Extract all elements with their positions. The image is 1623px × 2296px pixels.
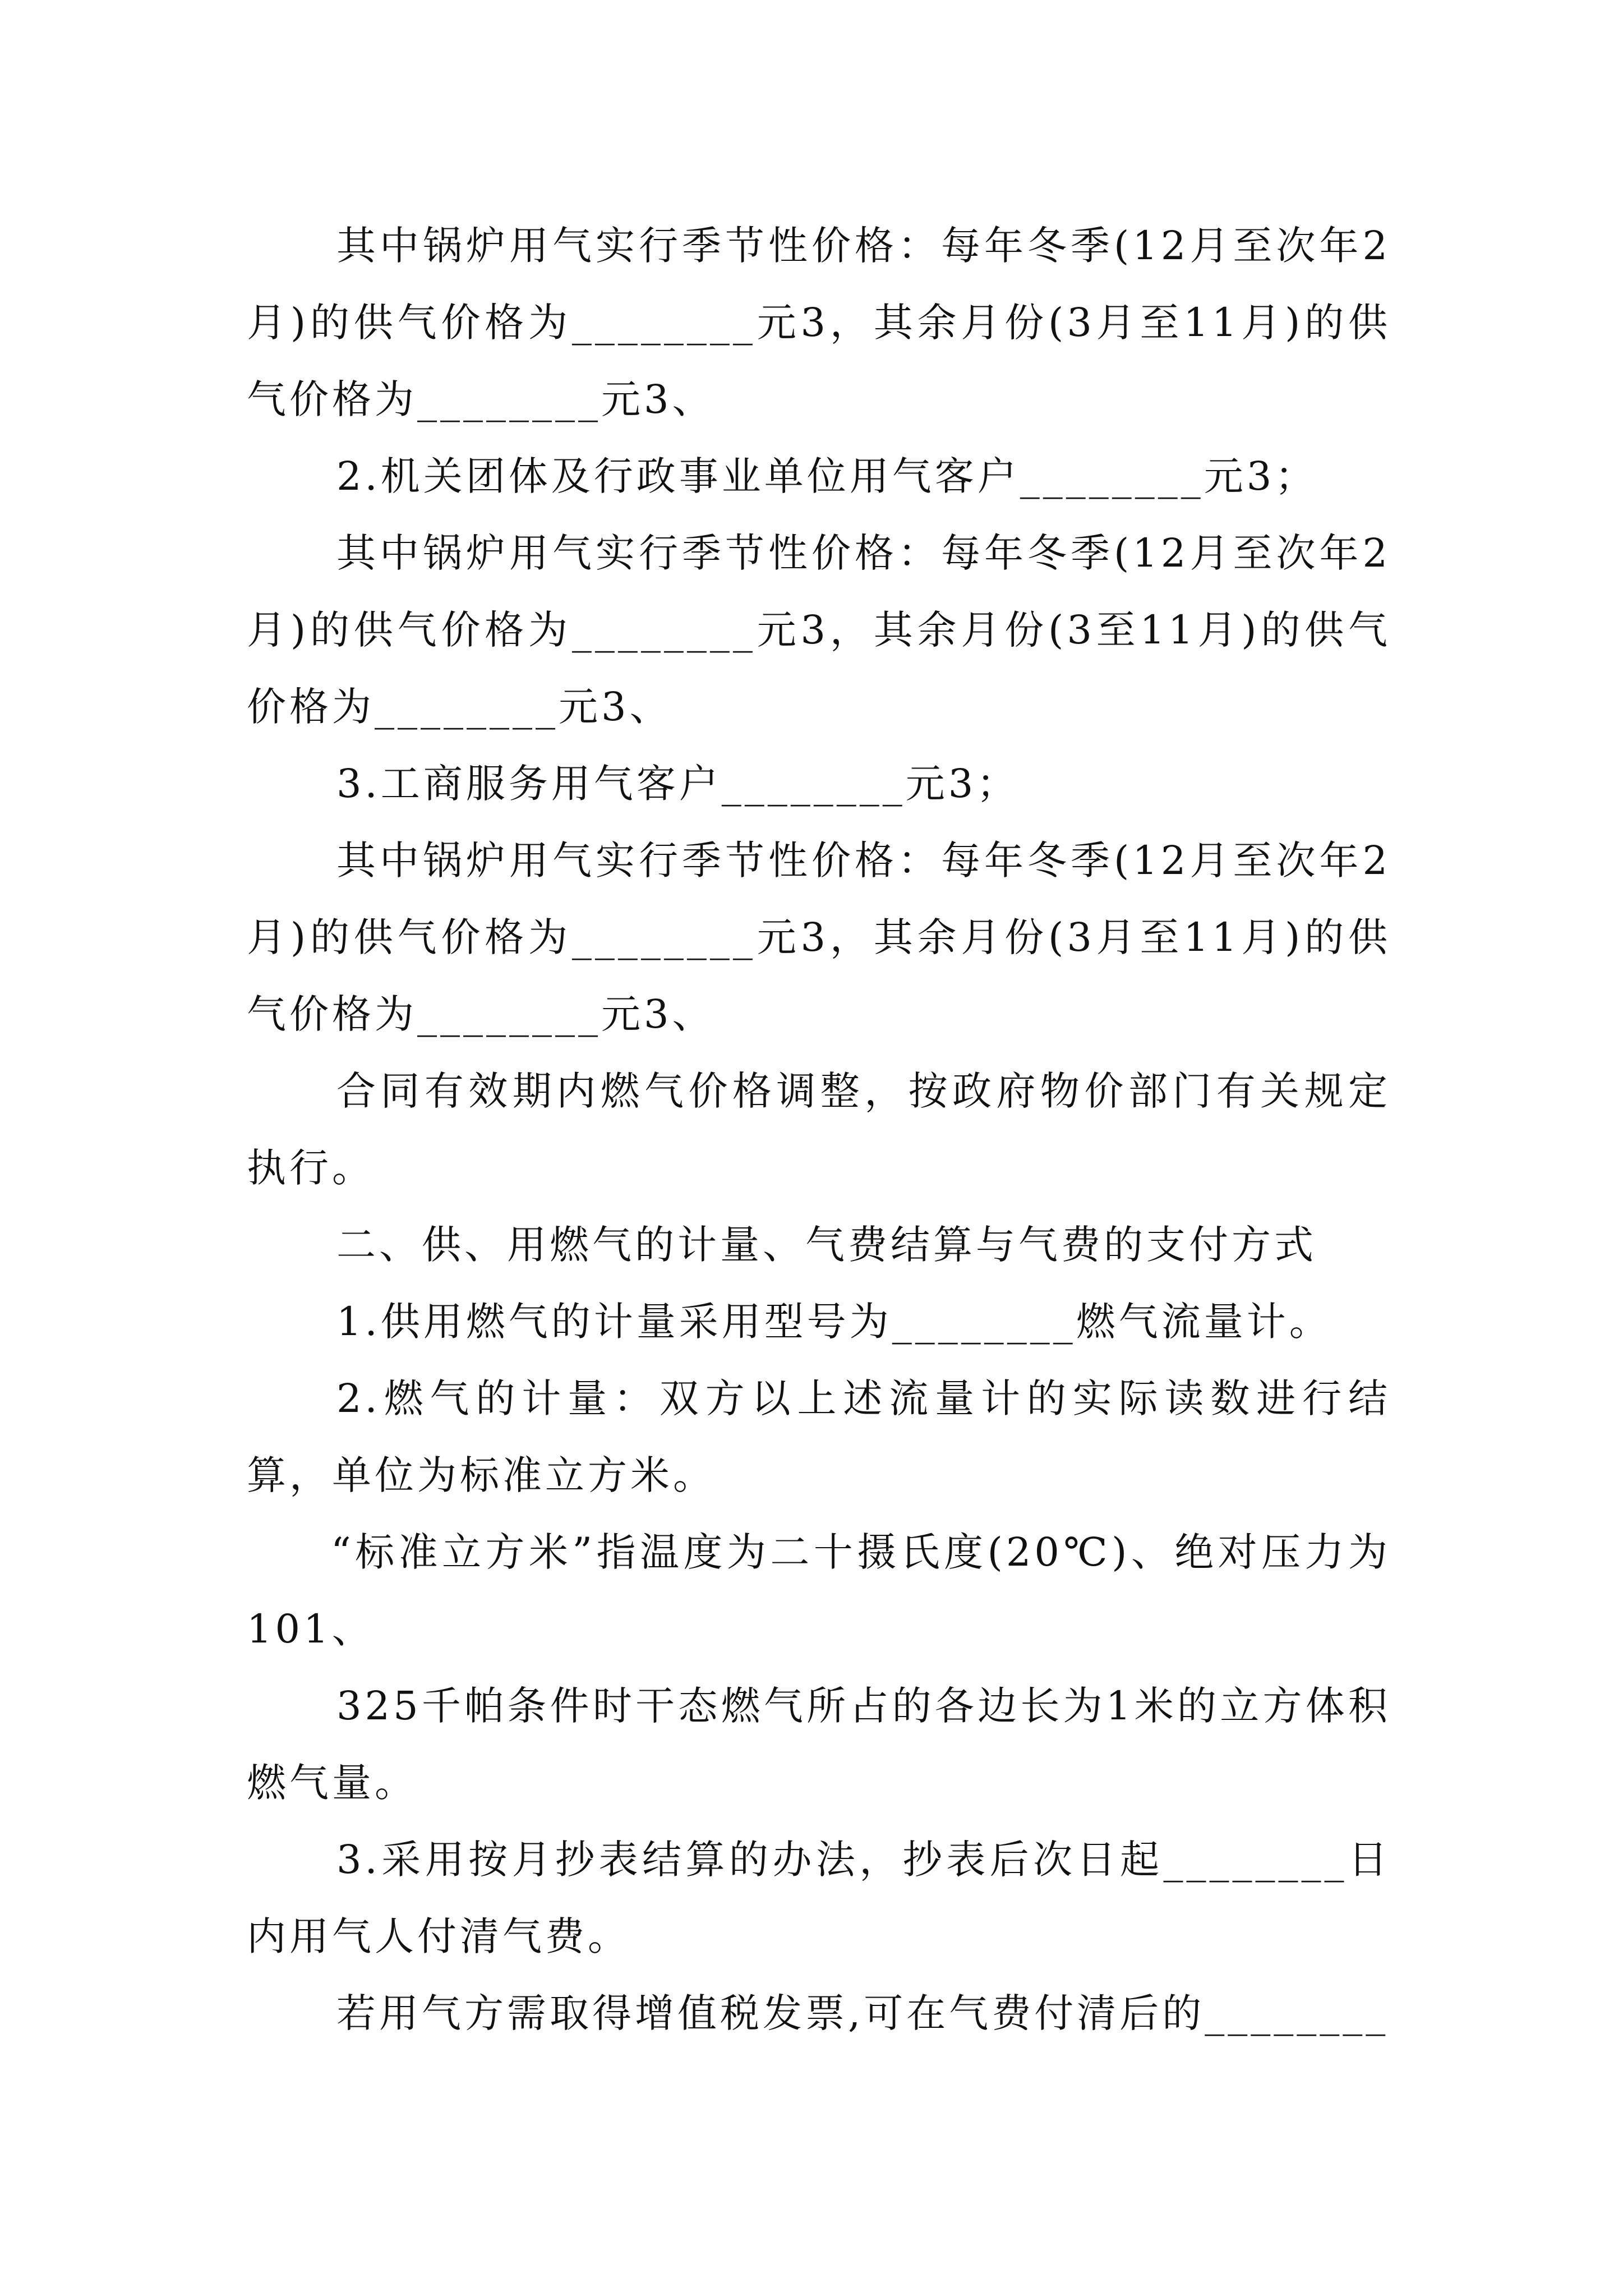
paragraph-monthly-billing: 3.采用按月抄表结算的办法，抄表后次日起________日内用气人付清气费。 [247,1837,1391,1959]
paragraph-standard-cubic-meter-definition: “标准立方米”指温度为二十摄氏度(20℃)、绝对压力为101、 [247,1529,1391,1652]
paragraph-price-adjustment: 合同有效期内燃气价格调整，按政府物价部门有关规定执行。 [247,1068,1391,1191]
paragraph-government-customers: 2.机关团体及行政事业单位用气客户________元3； [336,453,1318,499]
document-body [247,208,1391,2052]
paragraph-vat-invoice: 若用气方需取得增值税发票,可在气费付清后的________ [336,1990,1389,2036]
paragraph-gas-metering: 2.燃气的计量：双方以上述流量计的实际读数进行结算，单位为标准立方米。 [247,1375,1391,1498]
paragraph-boiler-seasonal-price-1: 其中锅炉用气实行季节性价格：每年冬季(12月至次年2月)的供气价格为________元3，其余月份(3月至11月)的供气价格为________元3、 [247,223,1391,422]
paragraph-boiler-seasonal-price-3: 其中锅炉用气实行季节性价格：每年冬季(12月至次年2月)的供气价格为________元3，其余月份(3月至11月)的供气价格为________元3、 [247,838,1391,1037]
paragraph-boiler-seasonal-price-2: 其中锅炉用气实行季节性价格：每年冬季(12月至次年2月)的供气价格为________元3，其余月份(3至11月)的供气价格为________元3、 [247,530,1391,730]
paragraph-commercial-customers: 3.工商服务用气客户________元3； [336,761,1020,807]
paragraph-meter-model: 1.供用燃气的计量采用型号为________燃气流量计。 [336,1299,1332,1345]
section-heading-metering-billing: 二、供、用燃气的计量、气费结算与气费的支付方式 [336,1222,1317,1268]
paragraph-standard-cubic-meter-continued: 325千帕条件时干态燃气所占的各边长为1米的立方体积燃气量。 [247,1683,1391,1806]
